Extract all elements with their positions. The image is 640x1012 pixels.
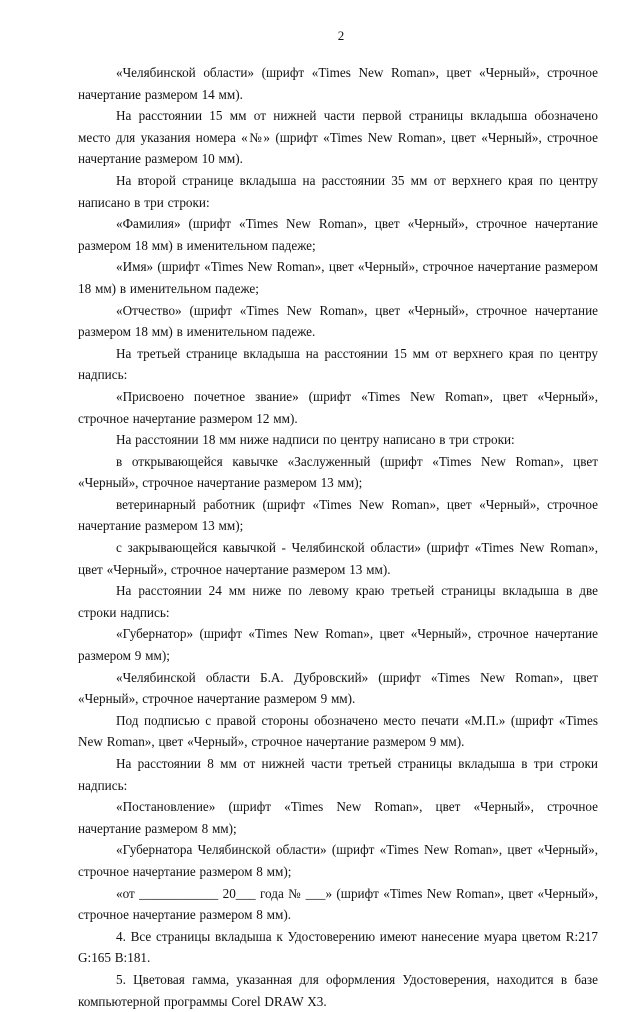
paragraph: На третьей странице вкладыша на расстоянии 15 мм от верхнего края по центру надпись:: [78, 345, 598, 383]
paragraph: с закрывающейся кавычкой - Челябинской области» (шрифт «Times New Roman», цвет «Черный», строчное начертание размером 13 мм).: [78, 540, 598, 577]
paragraph: 4. Все страницы вкладыша к Удостоверению имеют нанесение муара цветом R:217 G:165 B:181.: [78, 928, 598, 966]
paragraph: На второй странице вкладыша на расстоянии 35 мм от верхнего края по центру написано в три строки:: [78, 172, 598, 210]
document-page: [78, 28, 598, 1012]
paragraph: «Отчество» (шрифт «Times New Roman», цвет «Черный», строчное начертание размером 18 мм) в именительном падеже.: [78, 302, 598, 340]
paragraph: «Губернатора Челябинской области» (шрифт «Times New Roman», цвет «Черный», строчное начертание размером 8 мм);: [78, 842, 598, 879]
page-number: 2: [337, 28, 345, 43]
paragraph: На расстоянии 24 мм ниже по левому краю третьей страницы вкладыша в две строки надпись:: [78, 583, 598, 620]
paragraph: На расстоянии 18 мм ниже надписи по центру написано в три строки:: [116, 432, 515, 448]
paragraph: На расстоянии 8 мм от нижней части третьей страницы вкладыша в три строки надпись:: [78, 756, 598, 793]
paragraph: ветеринарный работник (шрифт «Times New Roman», цвет «Черный», строчное начертание размером 13 мм);: [78, 496, 598, 534]
paragraph: «Губернатор» (шрифт «Times New Roman», цвет «Черный», строчное начертание размером 9 мм);: [78, 626, 598, 664]
paragraph: 5. Цветовая гамма, указанная для оформления Удостоверения, находится в базе компьютерной программы Corel DRAW X3.: [78, 971, 598, 1009]
paragraph: «Постановление» (шрифт «Times New Roman», цвет «Черный», строчное начертание размером 8 мм);: [78, 799, 598, 836]
paragraph: «от ____________ 20___ года № ___» (шрифт «Times New Roman», цвет «Черный», строчное начертание размером 8 мм).: [78, 885, 598, 923]
paragraph: Под подписью с правой стороны обозначено место печати «М.П.» (шрифт «Times New Roman», цвет «Черный», строчное начертание размером 9 мм).: [78, 712, 598, 750]
paragraph: в открывающейся кавычке «Заслуженный (шрифт «Times New Roman», цвет «Черный», строчное начертание размером 13 мм);: [78, 453, 598, 491]
paragraph: «Челябинской области» (шрифт «Times New Roman», цвет «Черный», строчное начертание размером 14 мм).: [78, 65, 598, 102]
paragraph: «Присвоено почетное звание» (шрифт «Times New Roman», цвет «Черный», строчное начертание размером 12 мм).: [78, 388, 598, 426]
document-body: [78, 62, 598, 1012]
paragraph: «Челябинской области Б.А. Дубровский» (шрифт «Times New Roman», цвет «Черный», строчное начертание размером 9 мм).: [78, 669, 598, 707]
paragraph: «Фамилия» (шрифт «Times New Roman», цвет «Черный», строчное начертание размером 18 мм) в именительном падеже;: [78, 216, 598, 253]
paragraph: На расстоянии 15 мм от нижней части первой страницы вкладыша обозначено место для указания номера «№» (шрифт «Times New Roman», цвет «Черный», строчное начертание размером 10 мм).: [78, 108, 598, 167]
paragraph: «Имя» (шрифт «Times New Roman», цвет «Черный», строчное начертание размером 18 мм) в именительном падеже;: [78, 259, 598, 296]
